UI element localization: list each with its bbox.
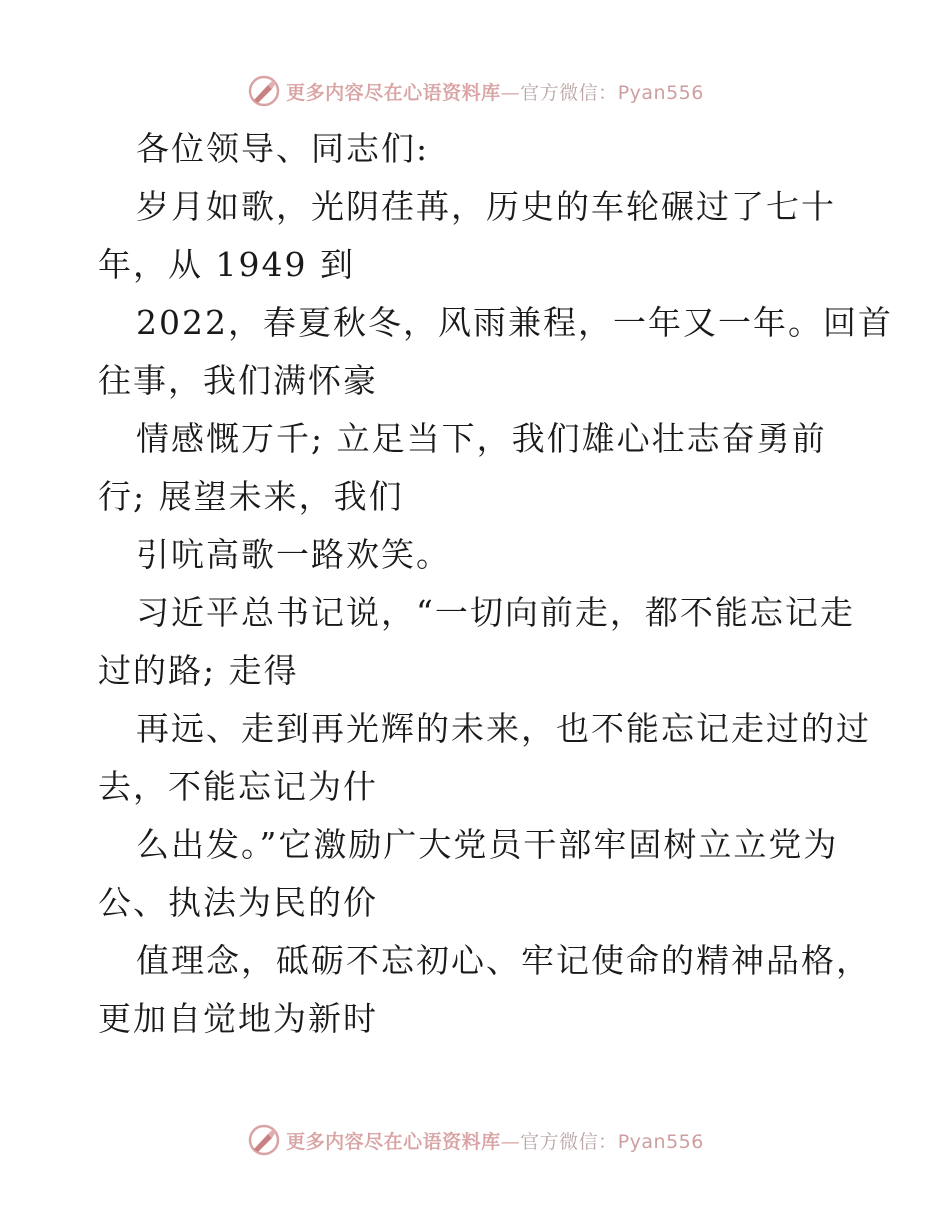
- text-line: 年，从 1949 到: [98, 245, 355, 284]
- text-line: 过的路; 走得: [98, 651, 299, 690]
- text-line: 去，不能忘记为什: [98, 767, 378, 806]
- text-line: 么出发。”它激励广大党员干部牢固树立立党为: [136, 825, 839, 864]
- text-line: 值理念，砥砺不忘初心、牢记使命的精神品格，: [136, 941, 871, 980]
- text-line: 引吭高歌一路欢笑。: [136, 535, 451, 574]
- footer-watermark: [0, 1120, 950, 1160]
- watermark-dash: —: [500, 1130, 521, 1153]
- watermark-handle: Pyan556: [617, 1130, 704, 1153]
- watermark-text: [286, 78, 704, 105]
- watermark-handle: Pyan556: [617, 81, 704, 104]
- salutation: 各位领导、同志们:: [136, 129, 430, 168]
- text-line: 习近平总书记说，“一切向前走，都不能忘记走: [136, 593, 855, 632]
- text-line: 再远、走到再光辉的未来，也不能忘记走过的过: [136, 709, 871, 748]
- text-line: 岁月如歌，光阴荏苒，历史的车轮碾过了七十: [136, 187, 836, 226]
- document-body: [98, 120, 893, 1048]
- watermark-wechat-label: 官方微信：: [520, 1130, 618, 1153]
- text-line: 往事，我们满怀豪: [98, 361, 378, 400]
- text-line: 更加自觉地为新时: [98, 999, 378, 1038]
- watermark-brand: 更多内容尽在心语资料库: [286, 1130, 501, 1153]
- pen-nib-logo-icon: [246, 1122, 282, 1158]
- pen-nib-logo-icon: [246, 73, 282, 109]
- watermark-wechat-label: 官方微信：: [520, 81, 618, 104]
- watermark-brand: 更多内容尽在心语资料库: [286, 81, 501, 104]
- header-watermark: [0, 71, 950, 111]
- watermark-dash: —: [500, 81, 521, 104]
- text-line: 公、执法为民的价: [98, 883, 378, 922]
- text-line: 情感慨万千; 立足当下，我们雄心壮志奋勇前: [136, 419, 827, 458]
- text-line: 2022，春夏秋冬，风雨兼程，一年又一年。回首: [136, 303, 893, 342]
- watermark-text: [286, 1127, 704, 1154]
- text-line: 行; 展望未来，我们: [98, 477, 404, 516]
